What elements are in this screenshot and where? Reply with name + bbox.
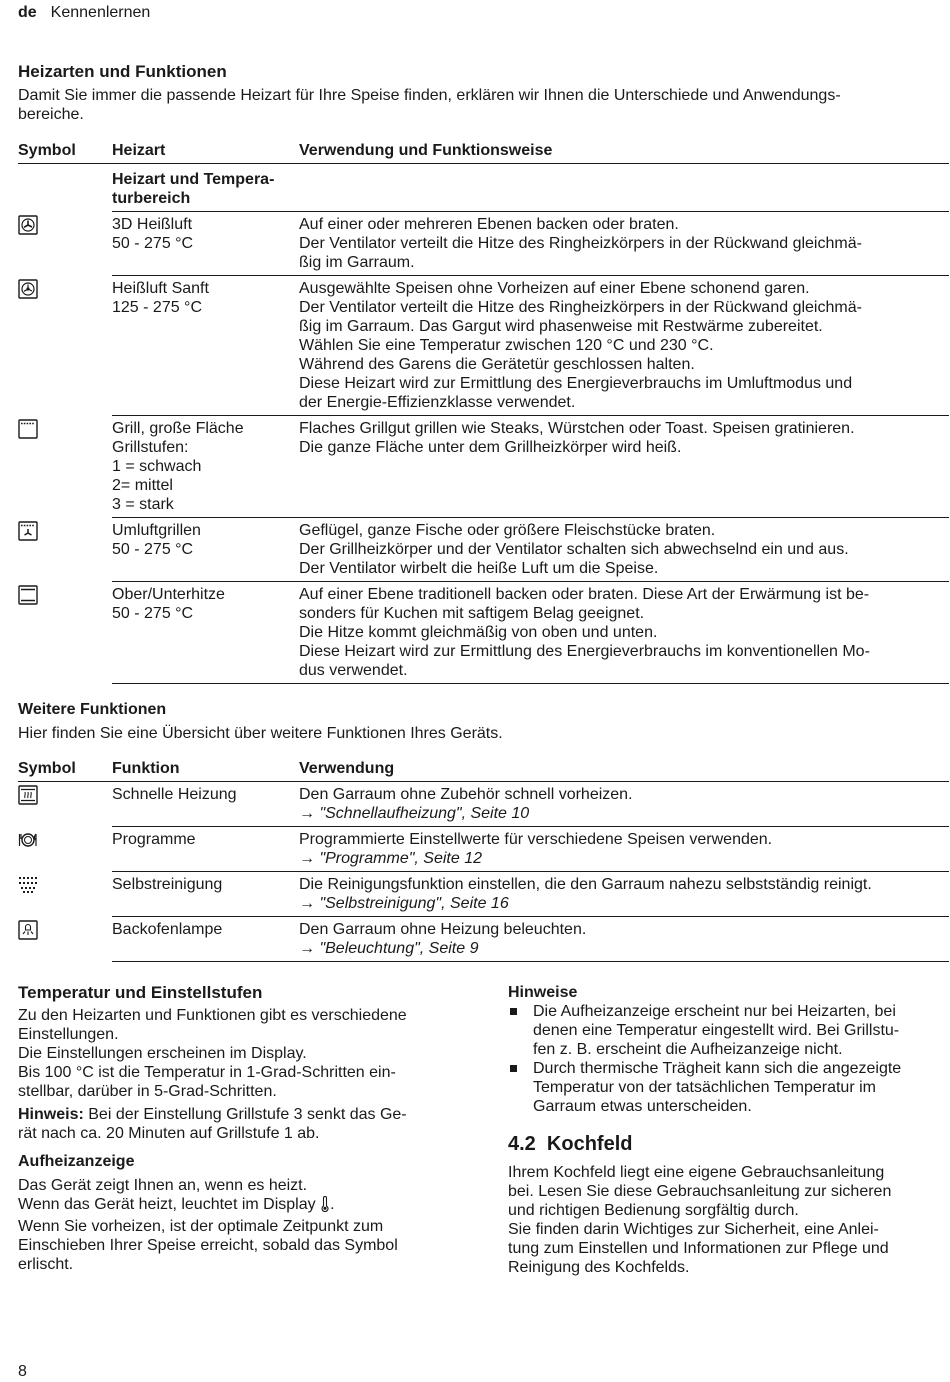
page-reference[interactable] xyxy=(299,939,949,958)
rapid-heat-icon xyxy=(18,785,38,805)
circulated-air-grill-icon xyxy=(18,521,38,541)
heizart-name: Grill, große Fläche Grillstufen: 1 = schwach 2= mittel 3 = stark xyxy=(112,416,299,518)
table-row xyxy=(18,782,949,827)
page-reference[interactable] xyxy=(299,894,949,913)
funktion-name: Schnelle Heizung xyxy=(112,782,299,827)
aufheiz-line3: Wenn Sie vorheizen, ist der optimale Zeitpunkt zum Einschieben Ihrer Speise erreicht, sobald das Symbol erlischt. xyxy=(18,1218,398,1273)
table-row xyxy=(18,872,949,917)
table-row xyxy=(18,827,949,872)
3d-hot-air-icon xyxy=(18,215,38,235)
col-symbol: Symbol xyxy=(18,138,112,164)
hinweise-title: Hinweise xyxy=(508,984,578,1001)
kochfeld-title: 4.2 Kochfeld xyxy=(508,1133,633,1155)
funktion-text: Den Garraum ohne Zubehör schnell vorheizen. xyxy=(299,786,633,803)
table-header xyxy=(18,756,949,782)
heizarten-table xyxy=(18,138,949,684)
list-item: Die Aufheizanzeige erscheint nur bei Heizarten, bei denen eine Temperatur eingestellt wird. Bei Grillstu- fen z. B. erscheint die Aufheizanzeige nicht. xyxy=(508,1002,948,1059)
arrow-icon: → xyxy=(299,805,315,822)
table-header xyxy=(18,138,949,164)
col-heizart: Heizart xyxy=(112,138,299,164)
table-row xyxy=(18,917,949,962)
hinweis-text: Bei der Einstellung Grillstufe 3 senkt das Ge- rät nach ca. 20 Minuten auf Grillstufe 1 ab. xyxy=(18,1106,407,1142)
hinweis-paragraph xyxy=(18,1105,458,1143)
heizart-text: Auf einer oder mehreren Ebenen backen oder braten. Der Ventilator verteilt die Hitze des Ringheizkörpers in der Rückwand gleichmä- ßig im Garraum. xyxy=(299,212,949,276)
page-reference[interactable] xyxy=(299,849,949,868)
bullet-icon xyxy=(510,1008,517,1015)
grill-large-area-icon xyxy=(18,419,38,439)
aufheiz-line2: Wenn das Gerät heizt, leuchtet im Display . xyxy=(18,1195,458,1217)
top-bottom-heat-icon xyxy=(18,585,38,605)
arrow-icon: → xyxy=(299,940,315,957)
bullet-icon xyxy=(510,1065,517,1072)
funktion-text: Programmierte Einstellwerte für verschiedene Speisen verwenden. xyxy=(299,831,773,848)
temperatur-text: Zu den Heizarten und Funktionen gibt es verschiedene Einstellungen. Die Einstellungen erscheinen im Display. Bis 100 °C ist die Temperatur in 1-Grad-Schritten ein- stellbar, darüber in 5-Grad-Schritten. xyxy=(18,1007,407,1100)
list-item: Durch thermische Trägheit kann sich die angezeigte Temperatur von der tatsächlichen Temperatur im Garraum etwas unterscheiden. xyxy=(508,1059,948,1116)
col-subheader: Heizart und Tempera- turbereich xyxy=(112,164,299,212)
chapter-title: Kennenlernen xyxy=(50,4,151,21)
weitere-title: Weitere Funktionen xyxy=(18,701,167,718)
page-header xyxy=(18,3,150,22)
funktion-name: Programme xyxy=(112,827,299,872)
weitere-intro: Hier finden Sie eine Übersicht über weitere Funktionen Ihres Geräts. xyxy=(18,725,503,742)
thermometer-icon xyxy=(320,1196,330,1217)
reference-text: "Beleuchtung", Seite 9 xyxy=(319,940,479,957)
temperatur-title: Temperatur und Einstellstufen xyxy=(18,983,263,1002)
heizarten-title: Heizarten und Funktionen xyxy=(18,62,227,81)
language-code: de xyxy=(18,4,37,21)
aufheiz-line1: Das Gerät zeigt Ihnen an, wenn es heizt. xyxy=(18,1177,308,1194)
aufheiz-title: Aufheizanzeige xyxy=(18,1153,135,1170)
reference-text: "Programme", Seite 12 xyxy=(319,850,482,867)
right-column xyxy=(508,983,948,1277)
hot-air-gentle-icon xyxy=(18,279,38,299)
heizart-text: Auf einer Ebene traditionell backen oder braten. Diese Art der Erwärmung ist be- sonders für Kuchen mit saftigem Belag geeignet. Die Hitze kommt gleichmäßig von oben und unten. Diese Heizart wird zur Ermittlung des Energieverbrauchs im konventionellen Mo- dus verwendet. xyxy=(299,582,949,684)
col-verwendung: Verwendung xyxy=(299,756,949,782)
heizart-name: Ober/Unterhitze 50 - 275 °C xyxy=(112,582,299,684)
reference-text: "Schnellaufheizung", Seite 10 xyxy=(319,805,530,822)
weitere-table xyxy=(18,756,949,962)
reference-text: "Selbstreinigung", Seite 16 xyxy=(319,895,509,912)
heizart-text: Geflügel, ganze Fische oder größere Fleischstücke braten. Der Grillheizkörper und der Ventilator schalten sich abwechselnd ein und aus. Der Ventilator wirbelt die heiße Luft um die Speise. xyxy=(299,518,949,582)
aufheiz-line2-text: Wenn das Gerät heizt, leuchtet im Display xyxy=(18,1196,321,1213)
table-subheader xyxy=(18,164,949,212)
col-symbol: Symbol xyxy=(18,756,112,782)
table-row xyxy=(18,416,949,518)
page-reference[interactable] xyxy=(299,804,949,823)
heizart-name: Umluftgrillen 50 - 275 °C xyxy=(112,518,299,582)
hinweis-label: Hinweis: xyxy=(18,1106,84,1123)
arrow-icon: → xyxy=(299,895,315,912)
heizarten-intro: Damit Sie immer die passende Heizart für Ihre Speise finden, erklären wir Ihnen die Unterschiede und Anwendungs- bereiche. xyxy=(18,87,841,123)
heizart-name: Heißluft Sanft 125 - 275 °C xyxy=(112,276,299,416)
table-row xyxy=(18,212,949,276)
arrow-icon: → xyxy=(299,850,315,867)
hinweise-list xyxy=(508,1002,948,1116)
table-row xyxy=(18,276,949,416)
table-row xyxy=(18,582,949,684)
heizart-text: Flaches Grillgut grillen wie Steaks, Würstchen oder Toast. Speisen gratinieren. Die ganze Fläche unter dem Grillheizkörper wird heiß. xyxy=(299,416,949,518)
col-verwendung: Verwendung und Funktionsweise xyxy=(299,138,949,164)
heizart-name: 3D Heißluft 50 - 275 °C xyxy=(112,212,299,276)
col-funktion: Funktion xyxy=(112,756,299,782)
funktion-text: Den Garraum ohne Heizung beleuchten. xyxy=(299,921,587,938)
table-row xyxy=(18,518,949,582)
oven-lamp-icon xyxy=(18,920,38,940)
funktion-name: Backofenlampe xyxy=(112,917,299,962)
kochfeld-text: Ihrem Kochfeld liegt eine eigene Gebrauchsanleitung bei. Lesen Sie diese Gebrauchsanleitung zur sicheren und richtigen Bedienung sorgfältig durch. Sie finden darin Wichtiges zur Sicherheit, eine Anlei- tung zum Einstellen und Informationen zur Pflege und Reinigung des Kochfelds. xyxy=(508,1164,892,1276)
programs-icon xyxy=(18,830,38,850)
funktion-text: Die Reinigungsfunktion einstellen, die den Garraum nahezu selbstständig reinigt. xyxy=(299,876,872,893)
left-column xyxy=(18,983,458,1274)
funktion-name: Selbstreinigung xyxy=(112,872,299,917)
heizart-text: Ausgewählte Speisen ohne Vorheizen auf einer Ebene schonend garen. Der Ventilator verteilt die Hitze des Ringheizkörpers in der Rückwand gleichmä- ßig im Garraum. Das Gargut wird phasenweise mit Restwärme zubereitet. Wählen Sie eine Temperatur zwischen 120 °C und 230 °C. Während des Garens die Gerätetür geschlossen halten. Diese Heizart wird zur Ermittlung des Energieverbrauchs im Umluftmodus und der Energie-Effizienzklasse verwendet. xyxy=(299,276,949,416)
page-number: 8 xyxy=(18,1363,27,1380)
self-cleaning-icon xyxy=(18,875,38,895)
